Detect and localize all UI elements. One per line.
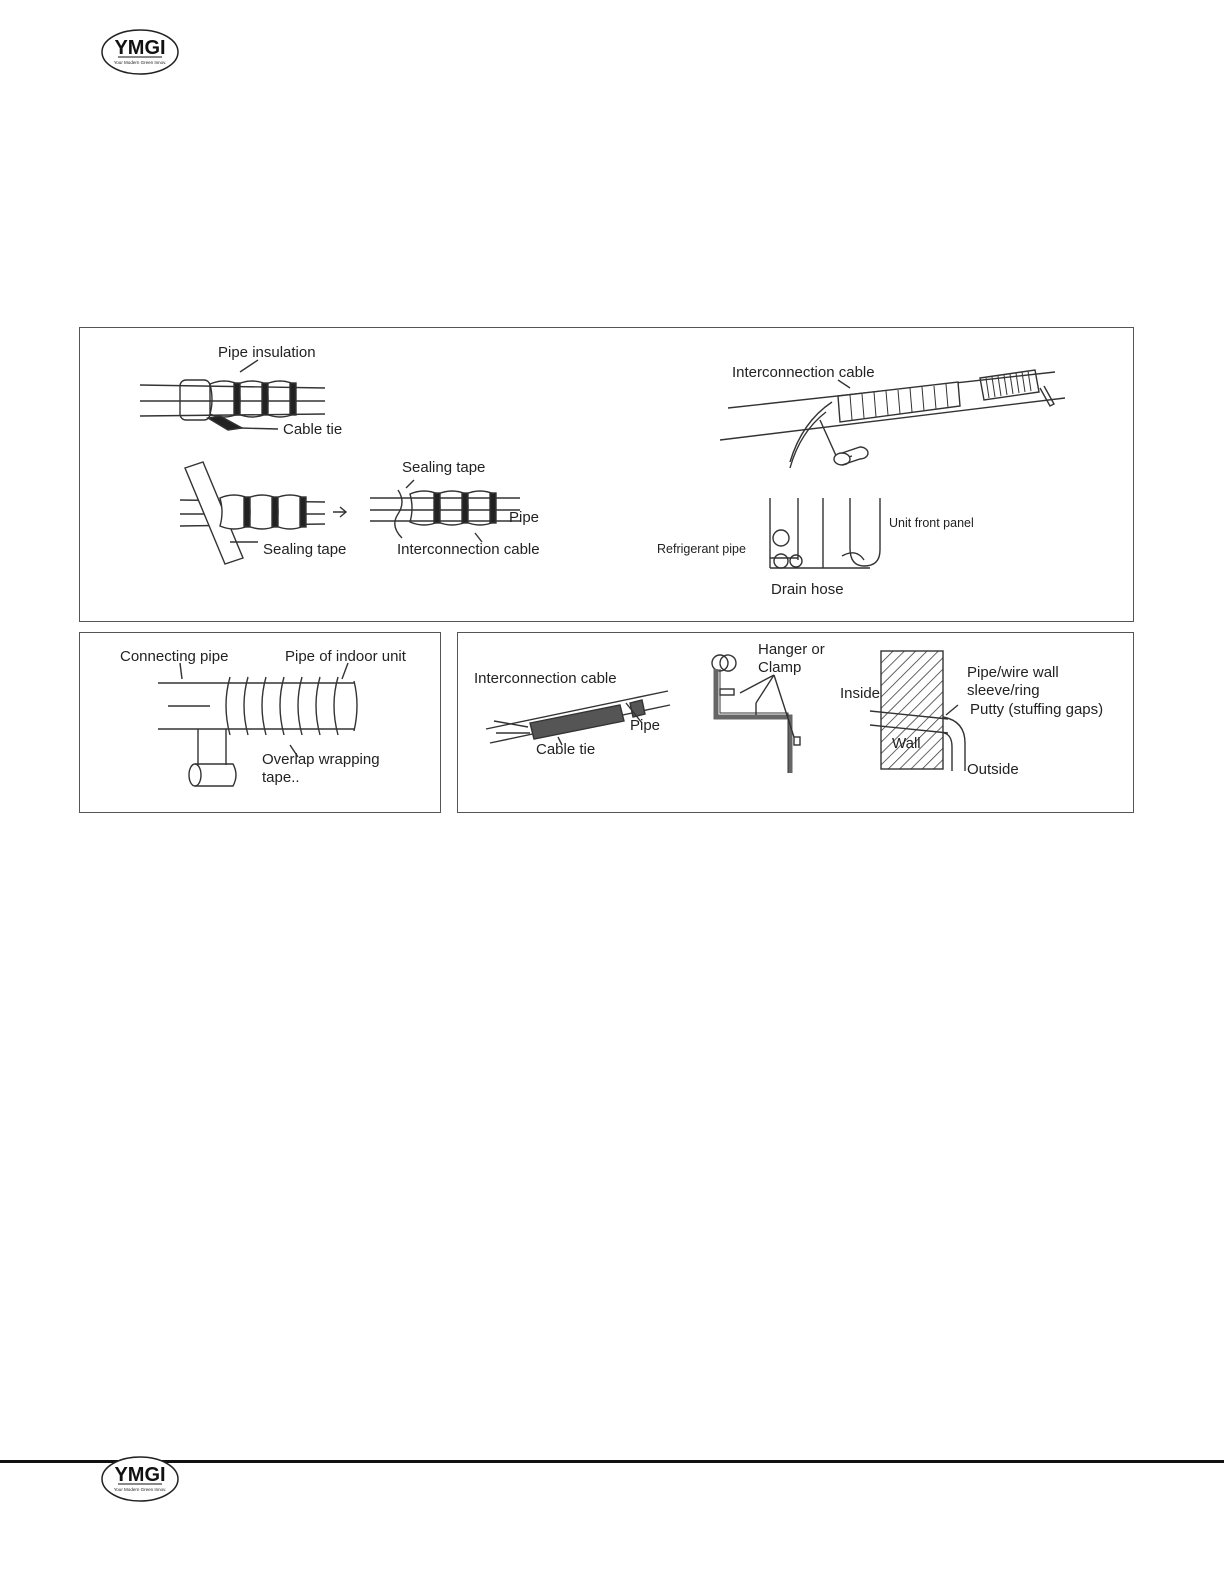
top-panel-drawing (80, 328, 1135, 623)
label-unit-front-panel: Unit front panel (889, 516, 974, 530)
label-overlap-wrapping-line2: tape.. (262, 769, 300, 786)
logo-text: YMGI (114, 37, 166, 59)
footer-logo-tagline: Your Modern Green Innov. (113, 1487, 167, 1492)
footer-logo (100, 1455, 180, 1503)
label-wall: Wall (892, 735, 921, 752)
label-inside: Inside (840, 685, 881, 702)
label-interconnection-cable: Interconnection cable (397, 541, 540, 558)
label-overlap-wrapping-line1: Overlap wrapping (262, 751, 380, 768)
label-sealing-tape-bottom: Sealing tape (263, 541, 347, 558)
label-cable-tie: Cable tie (283, 421, 343, 438)
connecting-pipe-figure (79, 632, 441, 813)
ymgi-logo-image (100, 28, 180, 76)
pipe-wrapping-figure-top (79, 327, 1134, 622)
label-sleeve-line2: sleeve/ring (967, 682, 1040, 699)
label-putty: Putty (stuffing gaps) (970, 701, 1104, 718)
label-pipe-insulation: Pipe insulation (218, 344, 316, 361)
label-interconnection-cable: Interconnection cable (474, 670, 617, 687)
header-logo (100, 28, 180, 76)
label-refrigerant-pipe: Refrigerant pipe (657, 542, 746, 556)
label-outside: Outside (967, 761, 1019, 778)
label-hanger-line1: Hanger or (758, 641, 825, 658)
label-hanger-line2: Clamp (758, 659, 802, 676)
label-pipe-of-indoor-unit: Pipe of indoor unit (285, 648, 406, 665)
label-pipe: Pipe (509, 509, 540, 526)
label-sealing-tape-top: Sealing tape (402, 459, 486, 476)
label-drain-hose: Drain hose (771, 581, 844, 598)
logo-tagline: Your Modern Green Innov. (113, 60, 167, 65)
cable-routing-figure (457, 632, 1134, 813)
label-pipe: Pipe (630, 717, 661, 734)
label-sleeve-line1: Pipe/wire wall (967, 664, 1059, 681)
footer-logo-text: YMGI (114, 1464, 166, 1486)
ymgi-logo-image-footer (100, 1455, 180, 1503)
footer-divider (0, 1460, 1224, 1463)
label-interconnection-cable-right: Interconnection cable (732, 364, 875, 381)
label-cable-tie: Cable tie (536, 741, 596, 758)
label-connecting-pipe: Connecting pipe (120, 648, 229, 665)
